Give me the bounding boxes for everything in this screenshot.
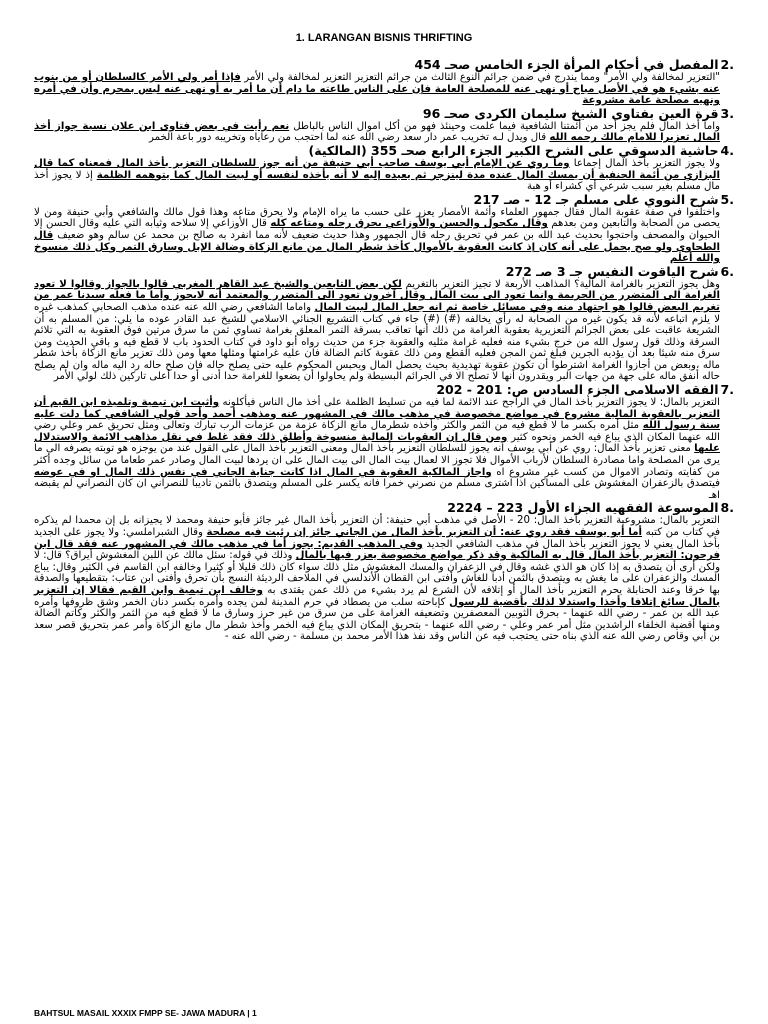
text-run: "التعزير لمخالفة ولي الأمر" ومما يندرج في ضمن جرائم النوع الثالث من جرائم التعزير التعزير لمخالفة ولي الأمر xyxy=(240,72,720,83)
section-number: 8. xyxy=(720,500,734,516)
text-run: مثل أمره بكسر ما لا قطع فيه من الثمر والكثر وأخذه شطرمال مانع الزكاة عزمة من عزمات الرب تبارك وتعالى ومثل تحريق عمر وعلي رضي الله عنهما المكان الذي يباع فيه الخمر ونحوه كثير xyxy=(34,420,720,443)
reference-section xyxy=(34,501,734,643)
section-text xyxy=(34,279,734,383)
highlighted-quote: وما روي عن الإمام أبي يوسف صاحب أبي حنيفة من أنه جوز للسلطان التعزير بأخذ المال فمعناه كما قال البزازي من أئمة الحنفية أن يمسك المال عنده مدة لينزجر ثم يعيده إليه لا أنه يأخذه لنفسه أو لبيت المال كما يتوهمه الظلمة xyxy=(34,157,720,181)
text-run: قال الأوزاعي إلا سلاحه وثيابه التي عليه وقال الحسن إلا الحيوان والمصحف واحتجوا بحديث عبد الله بن عمر في تحريق رحله قال الجمهور وهذا حديث ضعيف لأنه مما انفرد به صالح بن محمد عن سالم وهو ضعيف xyxy=(34,218,720,241)
text-run: وهل يجوز التعزير بالغرامة المالية؟ المذاهب الأربعة لا تجيز التعزير بالتغريم xyxy=(401,278,720,290)
section-text xyxy=(34,158,734,193)
section-title: حاشية الدسوقي على الشرح الكبير الجزء الرابع صحـ 355 (المالكية) xyxy=(308,142,719,158)
section-heading xyxy=(34,58,734,72)
reference-section xyxy=(34,265,734,383)
section-title: شرح النووي على مسلم جـ 12 - صـ 217 xyxy=(473,191,719,207)
text-run: معنى تعزير بأخذ المال: روي عن أبي يوسف انه يجوز للسلطان التعزير بأخذ المال ومعنى التعزير بأخذ المال على القول عند من يوجزه هو توبته يصرفه الى ما يرى من المصلحة واما مصادرة السلطان لأرباب الأموال فلا تجوز الا لعمال بيت المال الى بيت المال على ان يردها لبيت المال وصادر عمر طعاما من سائل وجده أكثر من كفايته وتصادر الاموال من كسب غير مشروع اه xyxy=(34,443,720,478)
highlighted-quote: واجاز المالكية العقوبة في المال اذا كانت جناية الجاني في نفس ذلك المال او في عوضه xyxy=(34,466,492,478)
section-heading xyxy=(34,501,734,515)
highlighted-quote: وأثبت ابن تيمية وتلميذه ابن القيم أن التعزير بالعقوبة المالية مشروع في مواضع مخصوصة في مذهب مالك في المشهور عنه ومذهب أحمد وأحد قولي الشافعي كما دلت عليه سنة رسول الله xyxy=(34,397,720,432)
highlighted-quote: لكن بعض التابعين والشيخ عبد القاهر المغربي قالوا بالجواز وقالوا لا تعود الغرامة الى المتضرر من الجريمة وانما تعود الى بيت المال وقال آخرون تعود الى المتضرر والمعتمد أنه لايجوز وأما ما فعله سيدنا عمر من تغريم البعض قالوا هو اجتهاد منه وفي مسائل خاصة ثم انه جعل المال لبيت المال xyxy=(34,278,720,313)
highlighted-quote: وخالف ابن تيمية وابن القيم فقالا إن التعزير بالمال سائغ إتلافا وأخذا واستدلا لذلك بأقضية للرسول xyxy=(34,584,720,608)
text-run: وقال الشبراملسي: ولا يجوز على الجديد بأخذ المال يعني لا يجوز التعزير بأخذ المال في مذهب الشافعي الجديد xyxy=(34,527,720,550)
highlighted-quote: وفي المذهب القديم: يجوز أما في مذهب مالك في المشهور عنه فقد قال ابن فرحون: التعزير بأخذ المال قال به المالكية وقد ذكر مواضع مخصوصة يعزر فيها بالمال xyxy=(34,538,720,562)
section-number: 4. xyxy=(720,142,734,158)
reference-section xyxy=(34,193,734,265)
section-heading xyxy=(34,193,734,207)
section-number: 2. xyxy=(720,57,734,72)
section-text xyxy=(34,121,734,144)
section-heading xyxy=(34,265,734,279)
section-title: المفصل في أحكام المرأة الجزء الخامس صحـ 454 xyxy=(414,57,719,72)
page-footer: BAHTSUL MASAIL XXXIX FMPP SE- JAWA MADURA | 1 xyxy=(34,1008,257,1018)
section-number: 7. xyxy=(720,382,734,398)
text-run: كإباحته سلب من يصطاد في حرم المدينة لمن يجده وأمره بكسر دنان الخمر وشق ظروفها وأمره عبد الله بن عمر - رضي الله عنهما - بحرق الثوبين المعصفرين وتضعيفه الغرامة على من سرق من غير حرز وسارق ما لا قطع فيه من الثمر والكثر وكاتم الضالة ومنها أقضية الخلفاء الراشدين مثل أمر عمر وعلي - رضي الله عنهما - بتحريق المكان الذي يباع فيه الخمر وأخذ شطر مال مانع الزكاة وأمر عمر بتحريق قصر سعد بن أبي وقاص رضي الله عنه الذي بناه حتى يحتجب فيه عن الناس وقد نفذ هذا الأمر محمد بن مسلمة - رضي الله عنه - xyxy=(34,596,720,643)
section-number: 6. xyxy=(720,263,734,279)
section-heading xyxy=(34,383,734,397)
section-text xyxy=(34,72,734,107)
section-number: 3. xyxy=(720,105,734,121)
highlighted-quote: قال الطحاوي ولو صح يحمل على أنه كان إذ كانت العقوبة بالأموال كأخذ شطر المال من مانع الزكاة وضالة الإبل وسارق التمر وكل ذلك منسوخ والله أعلم xyxy=(34,229,720,265)
text-run: فيتصدق بالزعفران المغشوش على المساكين اذا اشترى مسلم من نصرني خمرا فانه يكسر على المسلم ويتصدق بالثمن تاديبا للنصراني ان كان النصراني لم يقبضه اهـ xyxy=(34,478,720,501)
section-heading xyxy=(34,107,734,121)
text-run: واختلفوا في صفة عقوبة المال فقال جمهور العلماء وأئمة الأمصار يعزر على حسب ما يراه الإمام ولا يحرق متاعه وهذا قول مالك والشافعي وأبي حنيفة ومن لا يحصى من الصحابة والتابعين ومن بعدهم xyxy=(34,206,720,230)
text-run: قال ويدل لـه تخريب عمر دار سعد رضي الله عنه لما احتجب من رعاياه وتخريبه دور باعة الخمر xyxy=(149,132,550,144)
text-run: التعزير بالمال: مشروعية التعزير بأخذ المال: 20 - الأصل في مذهب أبي حنيفة: أن التعزير بأخذ المال غير جائز فأبو حنيفة ومحمد لا يجيزانه بل إن محمدا لم يذكره في كتاب من كتبه xyxy=(34,515,720,538)
section-title: الفقه الاسلامى الجزء السادس ص: 201 - 202 xyxy=(436,382,719,398)
page-title: 1. LARANGAN BISNIS THRIFTING xyxy=(295,32,473,44)
highlighted-quote: أما أبو يوسف فقد روي عنه: أن التعزير بأخذ المال من الجاني جائز إن رئيت فيه مصلحة xyxy=(206,527,643,538)
section-text xyxy=(34,207,734,265)
section-text xyxy=(34,397,734,501)
reference-section xyxy=(34,58,734,107)
highlighted-quote: نعم رأيت في بعض فتاوى ابن علان نسبة جواز أخذ المال تعزيرا للامام مالك رحمه الله xyxy=(34,120,720,144)
section-title: الموسوعة الفقهيه الجزاء الأول 223 – 2224 xyxy=(447,500,719,516)
text-run: واما أخذ المال فلم يجز أحد من أئمتنا الشافعية فيما علمت وحينئذ فهو من أكل اموال الناس بالباطل xyxy=(289,120,720,132)
reference-section xyxy=(34,107,734,144)
section-title: قرة العين بفتاوى الشيخ سليمان الكردى صحـ 96 xyxy=(422,105,719,121)
highlighted-quote: فإذا أمر ولي الأمر كالسلطان أو من ينوب عنه بشيء هو في الأصل مباح أو نهى عنه للمصلحة العامة فإن على الناس طاعته ما دام أن ما أمر به أو نهى عنه ليس بمحرم وأن في أمره ونهيه مصلحة عامة مشروعة xyxy=(34,72,720,107)
section-number: 5. xyxy=(720,191,734,207)
text-run: إذ لا يجوز أخذ مال مسلم بغير سبب شرعي أي كشراء أو هبة xyxy=(34,169,720,193)
text-run: ولا يجوز التعزير بأخذ المال إجماعا xyxy=(569,157,720,169)
text-run: وذلك في قوله: سئل مالك عن اللبن المغشوش أيراق؟ قال: لا ولكن أرى أن يتصدق به إذا كان هو الذي غشه وقال في الزعفران والمسك المغشوش مثل ذلك سواء كان ذلك قليلا أو كثيرا وخالفه ابن القاسم في الكثير وقال: يباع المسك والزعفران على ما يغش به ويتصدق بالثمن أدبا للغاش وأفتى ابن القطان الأندلسي في الملاحف الرديئة النسج بأن تحرق وأفتى ابن عتاب: بتقطيعها والصدقة بها خرقا وعند الحنابلة يحرم التعزير بأخذ المال أو إتلافه لأن الشرع لم يرد بشيء من ذلك عمن يقتدى به xyxy=(34,550,721,596)
section-heading xyxy=(34,144,734,158)
text-run: التعزير بالمال: لا يجوز التعزير بأخذ المال في الراجح عند الائمة لما فيه من تسليط الظلمة على أخذ مال الناس فيأكلونه xyxy=(219,397,720,409)
highlighted-quote: ومن قال إن العقوبات المالية منسوخة وأطلق ذلك فقد غلط في نقل مذاهب الائمة والاستدلال عليها xyxy=(34,431,720,455)
section-title: شرح الياقوت النفيس جـ 3 صـ 272 xyxy=(505,263,719,279)
text-run: واماما الشافعي رضي الله عنه عنده مذهب الصحابي كمذهب غيره لا يلزم اتباعه لأنه قد يكون غيره من الصحابة له رأي يخالفه (#) (#) جاء في كتاب التشريع الجنائي الاسلامي للشيخ عبد القادر عوده ما يلي: من المسلم به أن الشريعة عاقبت على بعض الجرائم التعزيرية بعقوبة الغرامة من ذلك أنها تعاقب بسرقة التمر المعلق بغرامة تساوي ثمن ما سرق مرتين فوق العقوبة به التي تلائم السرقة وذلك قول رسول الله من خرج بشيء منه فعليه غرامة مثليه والعقوبة جزء من حديث رواه أبو داود في كتاب الحدود باب لا قطع فيه و باقي الحديث ومن سرق منه شيئا بعد أن يؤديه الجرين فبلغ ثمن المجن فعليه القطع ومن ذلك عقوبة كاتم الضالة فان عليه غرامتها ومثلها معها ومن ذلك تعزير مانع الزكاة بأخذ شطر ماله ،وبعض من أجازوا الغرامة اشترطوا أن تكون عقوبة تهديدية بحيث يحصل المال ويحبس المحكوم عليه حتى يصلح حاله فان صلح حاله رد اليه ماله وان لم يصلح حاله أنفق ماله على جهة من جهات البر ويقدرون أنها لا تصلح الا في الجرائم البسيطة ولم يحاولوا أن يضعوا للغرامة حدا أدنى أو حدا أعلى تاركين ذلك لولي الأمر xyxy=(34,301,720,383)
section-text xyxy=(34,515,734,643)
document-body xyxy=(34,58,734,643)
highlighted-quote: وقال مكحول والحسن والأوزاعي يحرق رحله ومتاعه كله xyxy=(270,218,548,230)
reference-section xyxy=(34,383,734,501)
reference-section xyxy=(34,144,734,193)
